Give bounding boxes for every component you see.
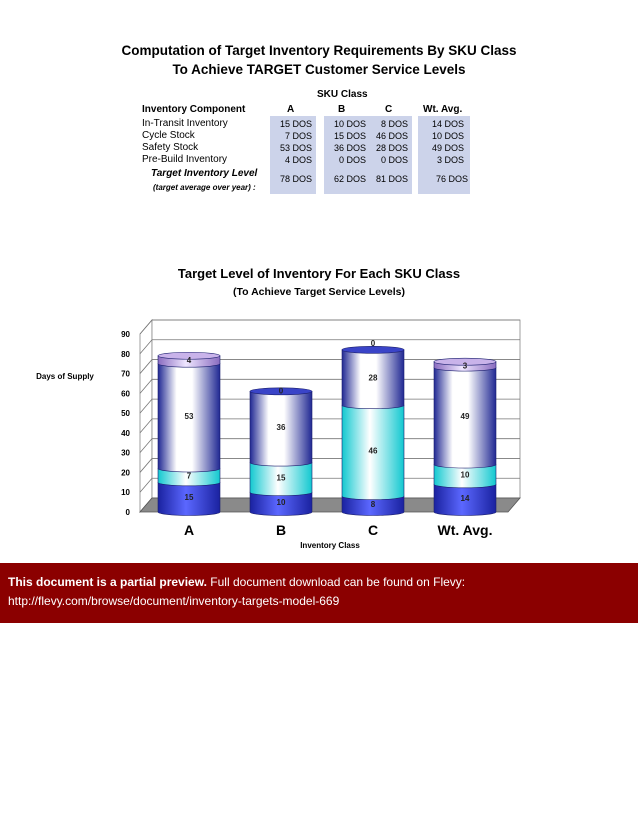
banner-text: Full document download can be found on Flevy:	[210, 575, 466, 589]
y-tick-label: 80	[121, 349, 130, 359]
x-tick-label: Wt. Avg.	[437, 522, 493, 538]
bar-value-label: 14	[460, 494, 470, 504]
x-tick-label: B	[275, 522, 287, 538]
target-sublabel: (target average over year) :	[153, 183, 256, 192]
target-a: 78 DOS	[279, 174, 312, 184]
bar-value-label: 15	[184, 493, 194, 503]
cell-c-in-transit: 8 DOS	[380, 119, 408, 129]
bar-value-label: 49	[460, 412, 470, 422]
y-tick-label: 60	[121, 389, 130, 399]
bar-value-label: 46	[368, 446, 378, 456]
y-tick-label: 0	[125, 508, 130, 517]
document-title: Computation of Target Inventory Requirements By SKU Class	[121, 43, 517, 58]
cell-wtavg-prebuild: 3 DOS	[436, 155, 464, 165]
row-label-safety: Safety Stock	[142, 142, 199, 153]
bar-value-label: 3	[462, 361, 468, 371]
y-tick-label: 90	[121, 330, 130, 339]
row-label-prebuild: Pre-Build Inventory	[142, 154, 228, 165]
cell-a-cycle: 7 DOS	[284, 131, 312, 141]
cell-b-safety: 36 DOS	[333, 143, 366, 153]
row-label-in-transit: In-Transit Inventory	[142, 118, 228, 129]
y-tick-label: 70	[121, 369, 130, 379]
bar-value-label: 10	[276, 498, 286, 508]
bar-value-label: 53	[184, 412, 194, 422]
bar-value-label: 8	[370, 500, 376, 510]
component-header: Inventory Component	[142, 104, 246, 115]
x-axis-title: Inventory Class	[300, 541, 360, 550]
document-subtitle: To Achieve TARGET Customer Service Levels	[172, 62, 466, 77]
col-header-c: C	[385, 104, 393, 115]
cell-b-cycle: 15 DOS	[333, 131, 366, 141]
bar-value-label: 28	[368, 373, 378, 383]
target-label: Target Inventory Level	[151, 168, 258, 179]
bar-value-label: 4	[186, 355, 192, 365]
col-header-b: B	[338, 104, 346, 115]
bar-value-label: 36	[276, 422, 286, 432]
cell-c-cycle: 46 DOS	[375, 131, 408, 141]
bar-value-label: 0	[278, 386, 284, 396]
cell-a-prebuild: 4 DOS	[284, 155, 312, 165]
y-axis-title: Days of Supply	[36, 372, 94, 381]
cell-wtavg-in-transit: 14 DOS	[431, 119, 464, 129]
bar-value-label: 10	[460, 470, 470, 480]
y-tick-label: 50	[121, 409, 130, 419]
cell-wtavg-safety: 49 DOS	[431, 143, 464, 153]
y-tick-label: 10	[121, 488, 130, 498]
row-label-cycle: Cycle Stock	[142, 130, 195, 141]
sku-class-header: SKU Class	[317, 89, 368, 100]
y-tick-label: 20	[121, 468, 130, 478]
bar-value-label: 7	[186, 471, 192, 481]
chart-subtitle: (To Achieve Target Service Levels)	[233, 286, 405, 298]
cell-a-safety: 53 DOS	[279, 143, 312, 153]
bar-value-label: 15	[276, 473, 286, 483]
preview-banner	[0, 563, 638, 623]
chart-side-wall	[140, 320, 152, 512]
cell-b-in-transit: 10 DOS	[333, 119, 366, 129]
col-header-wtavg: Wt. Avg.	[423, 104, 463, 115]
cell-c-safety: 28 DOS	[375, 143, 408, 153]
col-header-a: A	[287, 104, 295, 115]
target-wtavg: 76 DOS	[435, 174, 468, 184]
x-tick-label: C	[367, 522, 379, 538]
cell-b-prebuild: 0 DOS	[338, 155, 366, 165]
cell-wtavg-cycle: 10 DOS	[431, 131, 464, 141]
x-tick-label: A	[183, 522, 195, 538]
chart-title: Target Level of Inventory For Each SKU Class	[177, 266, 461, 281]
bar-value-label: 0	[370, 338, 376, 348]
banner-link[interactable]: http://flevy.com/browse/document/inventory-targets-model-669	[8, 594, 340, 608]
banner-bold-text: This document is a partial preview.	[8, 575, 207, 589]
target-c: 81 DOS	[375, 174, 408, 184]
y-tick-label: 30	[121, 448, 130, 458]
y-tick-label: 40	[121, 428, 130, 438]
target-b: 62 DOS	[333, 174, 366, 184]
cell-c-prebuild: 0 DOS	[380, 155, 408, 165]
cell-a-in-transit: 15 DOS	[279, 119, 312, 129]
